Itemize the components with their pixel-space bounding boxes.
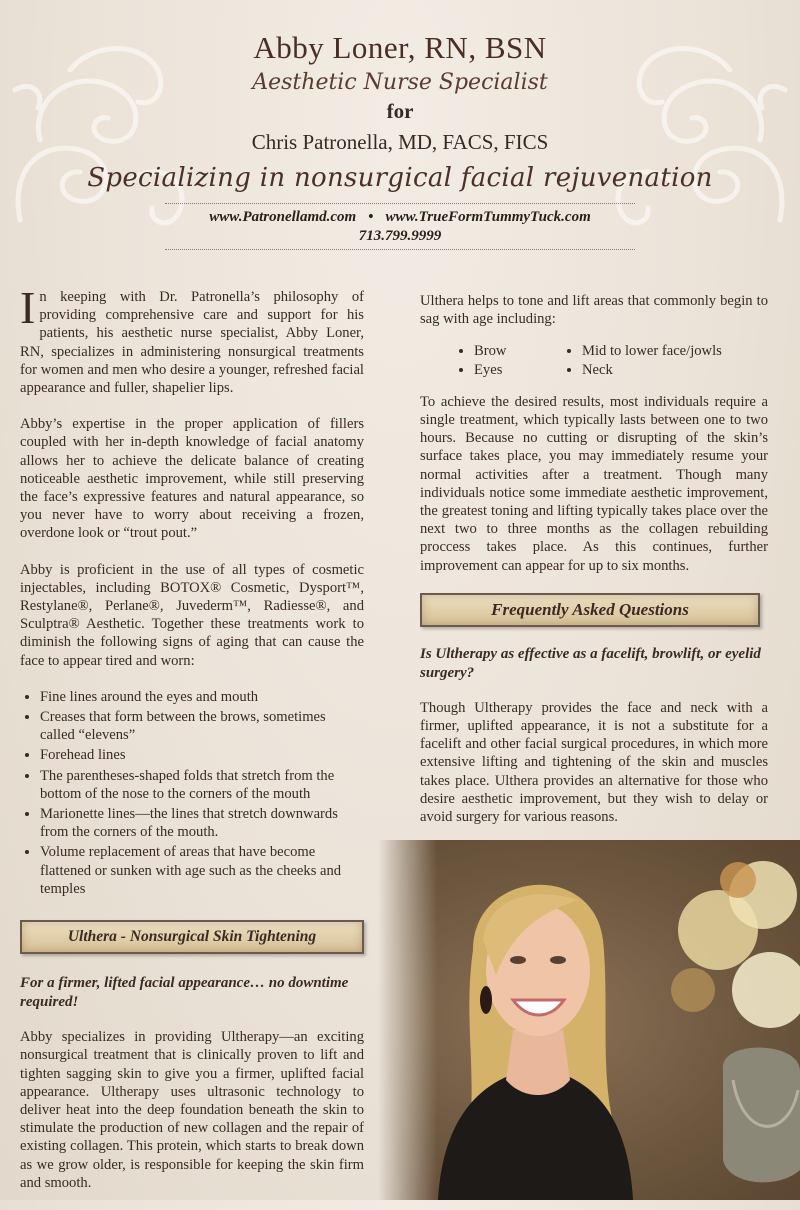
job-title: Aesthetic Nurse Specialist xyxy=(252,70,548,95)
intro-paragraph xyxy=(20,282,364,397)
website-link-trueform[interactable]: www.TrueFormTummyTuck.com xyxy=(385,209,591,225)
portrait-photo xyxy=(378,840,800,1200)
treatment-areas-list xyxy=(462,342,768,378)
page-title: Abby Loner, RN, BSN xyxy=(253,30,547,65)
portrait-illustration xyxy=(378,840,800,1200)
tagline: Specializing in nonsurgical facial rejuvenation xyxy=(87,163,713,193)
list-item: • Brow xyxy=(474,342,570,360)
results-paragraph: To achieve the desired results, most individuals require a single treatment, which typically lasts between one to two hours. Because no cutting or disrupting of the skin’s surface takes place, you may immediately resume your normal activities after a treatment. Though many individuals notice some immediate aesthetic improvement, the greatest toning and lifting typically takes place over the next two to three months as the collagen rebuilding proccess takes place. As this continues, further improvement can appear for up to six months. xyxy=(420,393,768,574)
doctor-name: Chris Patronella, MD, FACS, FICS xyxy=(251,130,549,154)
website-link-patronella[interactable]: www.Patronellamd.com xyxy=(209,209,357,225)
list-item: • Marionette lines—the lines that stretch downwards from the corners of the mouth. xyxy=(40,805,364,841)
faq-question: Is Ultherapy as effective as a facelift, browlift, or eyelid surgery? xyxy=(420,645,761,681)
ultherapy-paragraph: Abby specializes in providing Ultherapy—an exciting nonsurgical treatment that is clinically proven to lift and tighten sagging skin to give you a firmer, uplifted facial appearance. Ultherapy uses ultrasonic technology to deliver heat into the deep foundation beneath the skin to stimulate the production of new collagen and the repair of existing collagen. This protein, which starts to break down as we grow older, is responsible for keeping the skin firm and smooth. xyxy=(20,1029,364,1191)
phone-number: 713.799.9999 xyxy=(358,228,442,244)
ulthera-areas-intro: Ulthera helps to tone and lift areas that commonly begin to sag with age including: xyxy=(420,293,768,328)
list-item: • Neck xyxy=(582,361,722,379)
list-item: • Forehead lines xyxy=(40,746,364,764)
drop-cap: I xyxy=(20,282,36,333)
intro-text: n keeping with Dr. Patronella’s philosophy of providing comprehensive care and support for his patients, his aesthetic nurse specialist, Abby Loner, RN, specializes in administering nonsurgical treatments for women and men who desire a younger, refreshed facial appearance and fuller, shapelier lips. xyxy=(20,289,364,397)
list-item: • Fine lines around the eyes and mouth xyxy=(40,688,364,706)
ulthera-subheading: For a firmer, lifted facial appearance… no downtime required! xyxy=(20,975,349,1011)
list-item: • Mid to lower face/jowls xyxy=(582,342,722,360)
expertise-paragraph: Abby’s expertise in the proper application of fillers coupled with her in-depth knowledge of facial anatomy allows her to achieve the delicate balance of creating noticeable aesthetic improvement, while still preserving the face’s expressive features and natural appearance, so you never have to worry about receiving a frozen, overdone look or “trout pout.” xyxy=(20,416,364,542)
list-item: • The parentheses-shaped folds that stretch from the bottom of the nose to the corners of the mouth xyxy=(40,767,364,803)
injectables-paragraph: Abby is proficient in the use of all types of cosmetic injectables, including BOTOX® Cosmetic, Dysport™, Restylane®, Perlane®, Juvederm™, Radiesse®, and Sculptra® Aesthetic. Together these treatments work to diminish the following signs of aging that can cause the face to appear tired and worn: xyxy=(20,561,364,669)
contact-block xyxy=(165,203,635,250)
for-label: for xyxy=(386,99,414,123)
faq-section-banner: Frequently Asked Questions xyxy=(420,593,760,627)
list-item: • Creases that form between the brows, sometimes called “elevens” xyxy=(40,708,364,744)
aging-signs-list xyxy=(20,688,364,898)
ulthera-section-banner: Ulthera - Nonsurgical Skin Tightening xyxy=(20,920,364,954)
page-header xyxy=(0,30,800,250)
list-item: • Eyes xyxy=(474,361,570,379)
url-separator: • xyxy=(368,209,374,225)
faq-answer: Though Ultherapy provides the face and neck with a firmer, uplifted appearance, it is not a substitute for a facelift and other facial surgical procedures, in which more extensive lifting and tightening of the skin and muscles takes place. Ulthera provides an alternative for those who desire aesthetic improvement, but they wish to delay or avoid surgery for various reasons. xyxy=(420,699,768,826)
left-column xyxy=(20,282,364,1210)
right-column xyxy=(420,292,768,844)
list-item: • Volume replacement of areas that have become flattened or sunken with age such as the cheeks and temples xyxy=(40,843,364,898)
